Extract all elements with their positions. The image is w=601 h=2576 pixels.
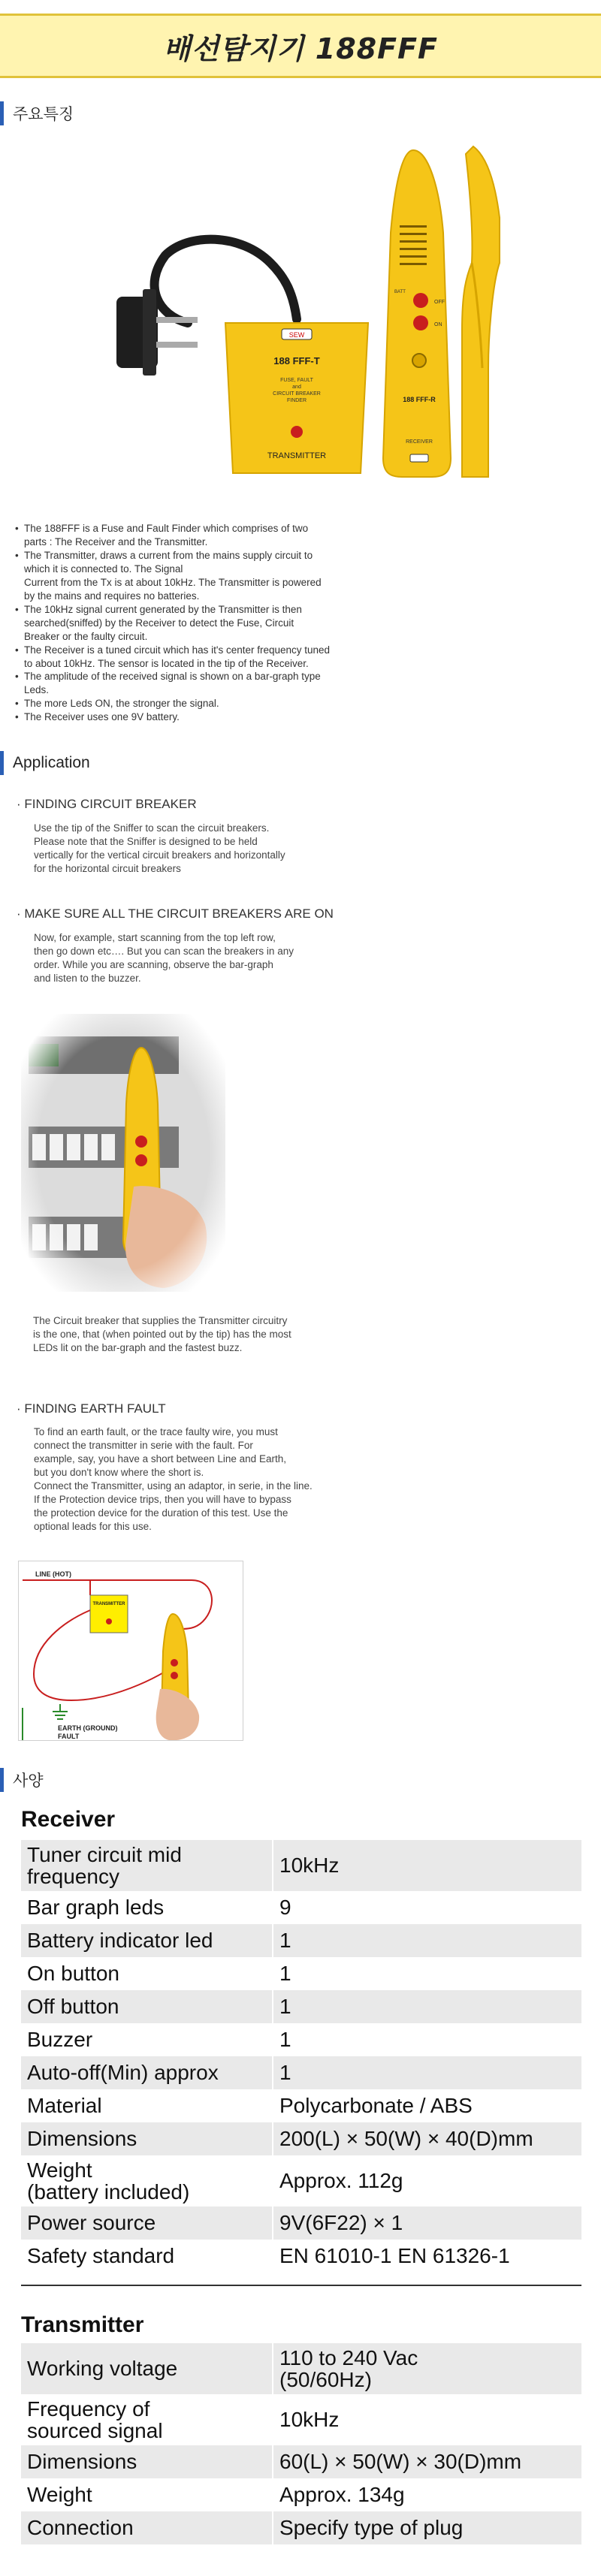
product-illustration [113,143,503,481]
spec-label: Battery indicator led [21,1924,273,1957]
spec-label: Connection [21,2511,273,2544]
app-item2-title: · MAKE SURE ALL THE CIRCUIT BREAKERS ARE ON [17,906,334,921]
app-item3-text: To find an earth fault, or the trace faulty wire, you must connect the transmitter in serie with the fault. For example, say, you have a short between Line and Earth, but you don't know where the short is. Connect the Transmitter, using an adaptor, in serie, in the line. If the Protection device trips, then you will have to bypass the protection device for the duration of this test. Use the optional leads for this use. [34,1426,313,1532]
receiver-spec-table [21,1840,581,2273]
spec-label: Working voltage [21,2343,273,2394]
feature-text: The Receiver is a tuned circuit which has it's center frequency tuned [24,644,331,656]
spec-value: 10kHz [273,1840,581,1891]
diagram-earth-label: EARTH (GROUND) [58,1724,118,1732]
spec-value: Polycarbonate / ABS [273,2089,581,2122]
tx-brand: SEW [288,331,305,339]
spec-value: 9V(6F22) × 1 [273,2206,581,2240]
bullet-dot: • [15,671,19,683]
page-title-bar [0,14,601,78]
feature-text: by the mains and requires no batteries. [24,590,200,602]
spec-row [21,2240,581,2273]
product-drawing [113,143,503,481]
feature-text: Leds. [24,684,50,696]
feature-text: Current from the Tx is at about 10kHz. The Transmitter is powered [24,576,322,588]
feature-item [15,590,406,603]
feature-item [15,549,406,563]
rx-model: 188 FFF-R [403,396,436,403]
feature-text: The Receiver uses one 9V battery. [24,711,180,723]
app-item2-text: Now, for example, start scanning from the top left row, then go down etc…. But you can scan the breakers in any order. While you are scanning, observe the bar-graph and listen to the buzzer. [34,932,294,984]
diagram-tx-label: TRANSMITTER [92,1602,125,1606]
feature-list [15,522,406,724]
tx-sub1: FUSE, FAULT [280,378,313,383]
feature-text: The 188FFF is a Fuse and Fault Finder which comprises of two [24,523,309,534]
spec-value: 1 [273,1924,581,1957]
spec-label: Material [21,2089,273,2122]
feature-text: to about 10kHz. The sensor is located in the tip of the Receiver. [24,657,309,669]
feature-text: parts : The Receiver and the Transmitter. [24,535,208,547]
spec-value: Approx. 134g [273,2478,581,2511]
feature-text: The amplitude of the received signal is shown on a bar-graph type [24,671,321,683]
spec-row [21,2023,581,2056]
spec-label: Buzzer [21,2023,273,2056]
spec-value: 9 [273,1891,581,1924]
rx-on-label: ON [434,322,442,327]
spec-value: 10kHz [273,2394,581,2445]
spec-value: 200(L) × 50(W) × 40(D)mm [273,2122,581,2155]
section-application-title: Application [13,754,90,771]
earth-fault-diagram [18,1561,243,1741]
feature-item [15,644,406,657]
feature-text: Breaker or the faulty circuit. [24,630,148,642]
feature-item [15,522,406,535]
spec-row [21,2089,581,2122]
spec-value: 1 [273,2023,581,2056]
feature-item [15,617,406,630]
section-specs-header [0,1768,44,1792]
feature-item [15,630,406,644]
spec-row [21,2155,581,2206]
transmitter-spec-table [21,2343,581,2544]
spec-row [21,1957,581,1990]
feature-item [15,683,406,697]
feature-item [15,697,406,710]
feature-text: The Transmitter, draws a current from the mains supply circuit to [24,549,313,561]
section-specs-title: 사양 [13,1772,44,1790]
app-item3-title: · FINDING EARTH FAULT [17,1401,166,1416]
transmitter-spec-title: Transmitter [21,2312,144,2337]
feature-item [15,710,406,724]
feature-text: searched(sniffed) by the Receiver to detect the Fuse, Circuit [24,617,294,629]
feature-item [15,603,406,617]
receiver-spec-title: Receiver [21,1807,116,1832]
tx-sub3: CIRCUIT BREAKER [273,391,321,397]
spec-value: 1 [273,2056,581,2089]
spec-row [21,1924,581,1957]
spec-label: Frequency of sourced signal [21,2394,273,2445]
spec-row [21,2056,581,2089]
spec-label: Bar graph leds [21,1891,273,1924]
bullet-dot: • [15,549,19,561]
spec-value: 1 [273,1990,581,2023]
spec-label: On button [21,1957,273,1990]
app-item1-text: Use the tip of the Sniffer to scan the circuit breakers. Please note that the Sniffer is designed to be held vertically for the vertical circuit breakers and horizontally for the horizontal circuit breakers [34,822,285,874]
tx-model: 188 FFF-T [273,355,320,366]
rx-bottom-label: RECEIVER [406,439,433,445]
rx-off-label: OFF [434,300,445,305]
spec-value: Approx. 112g [273,2155,581,2206]
bullet-dot: • [15,644,19,656]
spec-row [21,2478,581,2511]
spec-row [21,1840,581,1891]
photo1-caption: The Circuit breaker that supplies the Transmitter circuitry is the one, that (when pointed out by the tip) has the most LEDs lit on the bar-graph and the fastest buzz. [33,1315,291,1353]
spec-row [21,1990,581,2023]
tx-bottom-label: TRANSMITTER [267,451,327,460]
rx-batt-label: BATT [394,290,406,294]
spec-row [21,2394,581,2445]
feature-text: which it is connected to. The Signal [24,563,183,575]
spec-label: Dimensions [21,2122,273,2155]
feature-item [15,563,406,576]
spec-label: Power source [21,2206,273,2240]
spec-label: Tuner circuit mid frequency [21,1840,273,1891]
section-features-title: 주요특징 [13,106,74,123]
receiver-spec-divider [21,2285,581,2286]
spec-label: Weight (battery included) [21,2155,273,2206]
breaker-scan-photo [21,1014,225,1292]
spec-label: Dimensions [21,2445,273,2478]
spec-label: Weight [21,2478,273,2511]
diagram-fault-label: FAULT [58,1733,80,1740]
section-features-header [0,101,74,125]
spec-label: Auto-off(Min) approx [21,2056,273,2089]
app-item1-title: · FINDING CIRCUIT BREAKER [17,797,197,811]
spec-label: Safety standard [21,2240,273,2273]
spec-value: 110 to 240 Vac (50/60Hz) [273,2343,581,2394]
spec-row [21,2343,581,2394]
bullet-dot: • [15,523,19,534]
spec-value: Specify type of plug [273,2511,581,2544]
spec-value: 1 [273,1957,581,1990]
bullet-dot: • [15,698,19,710]
feature-item [15,657,406,671]
feature-item [15,670,406,683]
tx-sub4: FINDER [286,398,307,403]
bullet-dot: • [15,603,19,615]
spec-row [21,2445,581,2478]
spec-row [21,2122,581,2155]
feature-item [15,576,406,590]
section-application-header [0,751,90,775]
feature-text: The more Leds ON, the stronger the signal. [24,698,219,710]
bullet-dot: • [15,711,19,723]
spec-value: 60(L) × 50(W) × 30(D)mm [273,2445,581,2478]
page-title: 배선탐지기 188FFF [163,32,438,65]
spec-row [21,2206,581,2240]
feature-text: The 10kHz signal current generated by the Transmitter is then [24,603,302,615]
spec-row [21,2511,581,2544]
spec-row [21,1891,581,1924]
spec-label: Off button [21,1990,273,2023]
tx-sub2: and [292,385,301,390]
spec-value: EN 61010-1 EN 61326-1 [273,2240,581,2273]
diagram-line-label: LINE (HOT) [35,1570,71,1578]
feature-item [15,535,406,549]
